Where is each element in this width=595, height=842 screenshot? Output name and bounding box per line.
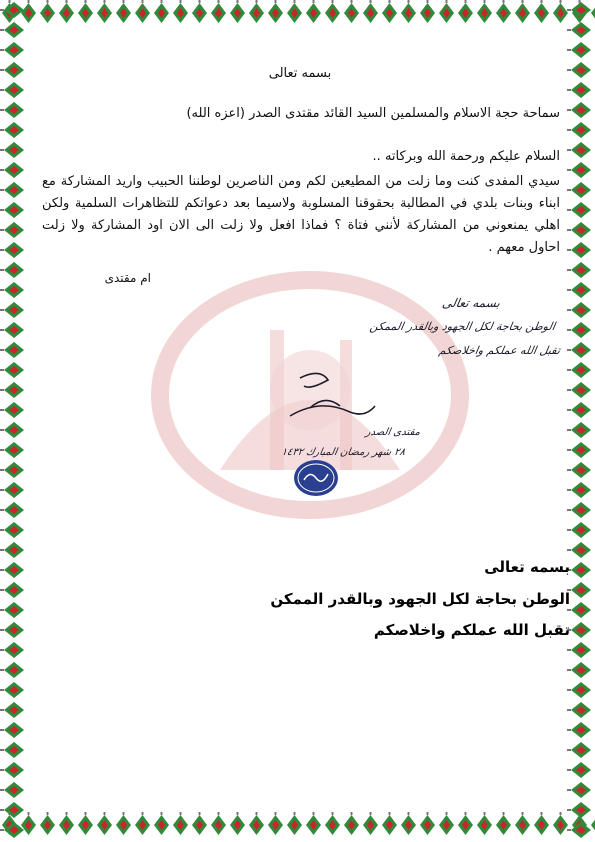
typed-reply-line-3: تقبل الله عملكم واخلاصكم [373,621,570,639]
addressee-line: سماحة حجة الاسلام والمسلمين السيد القائد مقتدى الصدر (اعزه الله) [186,106,560,121]
handwritten-line-2: الوطن بحاجة لكل الجهود وبالقدر الممكن [368,320,557,333]
letter-body: سيدي المفدى كنت وما زلت من المطيعين لكم ومن الناصرين لوطننا الحبيب واريد المشاركة مع ابناء وبنات بلدي في المطالبة بحقوقنا المسلوبة ولاسيما بعد دعواتكم للتظاهرات السلمية ولكن اهلي يمنعوني من المشاركة لأنني فتاة ؟ فماذا افعل ولا زلت الى الان اود المشاركة ولا زلت احاول معهم . [42,174,560,255]
letter-title: بسمه تعالى [268,66,332,81]
typed-reply-title: بسمه تعالى [484,558,570,576]
seal-stamp [292,458,340,498]
typed-reply-line-2: الوطن بحاجة لكل الجهود وبالقدر الممكن [270,590,570,608]
right-decorative-border [567,0,595,842]
sender-name: ام مقتدى [104,271,151,285]
handwritten-line-3: تقبل الله عملكم واخلاصكم [437,344,562,357]
greeting-line: السلام عليكم ورحمة الله وبركاته .. [372,149,560,164]
handwritten-date: ٢٨ شهر رمضان المبارك ١٤٣٢ [280,447,406,458]
bottom-decorative-border [0,812,595,838]
handwritten-signature-name: مقتدى الصدر [364,427,421,438]
top-decorative-border [0,0,595,26]
handwritten-line-1: بسمه تعالى [441,296,502,310]
left-decorative-border [0,0,28,842]
signature-scribble [280,368,380,428]
